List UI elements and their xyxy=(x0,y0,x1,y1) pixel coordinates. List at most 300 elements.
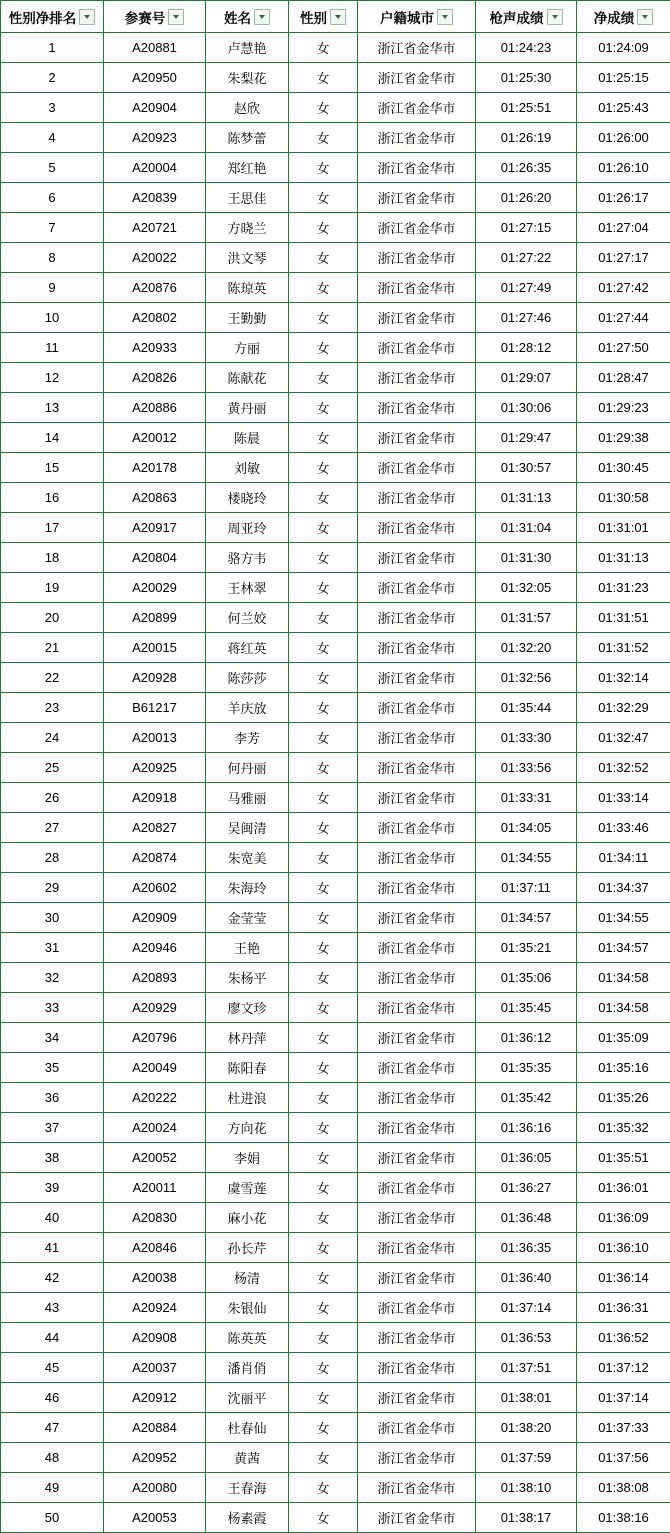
table-cell: A20804 xyxy=(104,543,206,573)
table-cell: 3 xyxy=(1,93,104,123)
table-cell: 刘敏 xyxy=(206,453,289,483)
table-cell: 37 xyxy=(1,1113,104,1143)
table-cell: 女 xyxy=(289,753,358,783)
table-cell: 01:37:59 xyxy=(476,1443,577,1473)
table-cell: 女 xyxy=(289,273,358,303)
table-cell: A20846 xyxy=(104,1233,206,1263)
table-cell: 27 xyxy=(1,813,104,843)
table-cell: 47 xyxy=(1,1413,104,1443)
table-cell: 浙江省金华市 xyxy=(358,1323,476,1353)
table-cell: 01:34:37 xyxy=(577,873,670,903)
table-cell: A20918 xyxy=(104,783,206,813)
table-cell: 01:25:43 xyxy=(577,93,670,123)
table-cell: A20933 xyxy=(104,333,206,363)
table-cell: 01:26:35 xyxy=(476,153,577,183)
table-cell: 浙江省金华市 xyxy=(358,363,476,393)
table-cell: 01:32:14 xyxy=(577,663,670,693)
table-cell: A20904 xyxy=(104,93,206,123)
table-cell: B61217 xyxy=(104,693,206,723)
column-header-label: 性别净排名 xyxy=(9,7,77,27)
table-cell: 女 xyxy=(289,573,358,603)
table-cell: 01:29:07 xyxy=(476,363,577,393)
table-cell: 01:38:08 xyxy=(577,1473,670,1503)
table-cell: 女 xyxy=(289,153,358,183)
column-header-label: 枪声成绩 xyxy=(490,7,544,27)
table-cell: 01:33:56 xyxy=(476,753,577,783)
table-cell: A20052 xyxy=(104,1143,206,1173)
table-cell: 13 xyxy=(1,393,104,423)
table-cell: 32 xyxy=(1,963,104,993)
table-cell: 朱梨花 xyxy=(206,63,289,93)
filter-dropdown-icon[interactable] xyxy=(547,9,563,25)
table-cell: 01:31:13 xyxy=(577,543,670,573)
table-cell: 01:34:57 xyxy=(476,903,577,933)
table-cell: 01:36:09 xyxy=(577,1203,670,1233)
table-cell: A20011 xyxy=(104,1173,206,1203)
table-cell: 01:31:52 xyxy=(577,633,670,663)
table-row xyxy=(1,213,670,243)
table-cell: 01:36:27 xyxy=(476,1173,577,1203)
table-cell: 01:32:52 xyxy=(577,753,670,783)
table-cell: 01:33:31 xyxy=(476,783,577,813)
table-cell: 01:37:56 xyxy=(577,1443,670,1473)
table-cell: 48 xyxy=(1,1443,104,1473)
table-cell: 01:37:12 xyxy=(577,1353,670,1383)
table-row xyxy=(1,1053,670,1083)
table-row xyxy=(1,1113,670,1143)
table-cell: 女 xyxy=(289,1413,358,1443)
table-cell: 李芳 xyxy=(206,723,289,753)
filter-dropdown-icon[interactable] xyxy=(168,9,184,25)
table-cell: A20080 xyxy=(104,1473,206,1503)
table-cell: 01:26:20 xyxy=(476,183,577,213)
filter-dropdown-icon[interactable] xyxy=(254,9,270,25)
table-cell: 浙江省金华市 xyxy=(358,963,476,993)
table-cell: A20874 xyxy=(104,843,206,873)
table-body xyxy=(1,33,670,1533)
table-cell: 浙江省金华市 xyxy=(358,123,476,153)
table-row xyxy=(1,303,670,333)
table-cell: 01:27:50 xyxy=(577,333,670,363)
table-cell: A20022 xyxy=(104,243,206,273)
table-cell: 9 xyxy=(1,273,104,303)
table-row xyxy=(1,1143,670,1173)
table-row xyxy=(1,1083,670,1113)
table-cell: 朱银仙 xyxy=(206,1293,289,1323)
table-cell: 01:29:47 xyxy=(476,423,577,453)
table-cell: A20924 xyxy=(104,1293,206,1323)
table-cell: 浙江省金华市 xyxy=(358,1173,476,1203)
table-cell: 女 xyxy=(289,513,358,543)
table-cell: 浙江省金华市 xyxy=(358,603,476,633)
table-cell: A20038 xyxy=(104,1263,206,1293)
table-row xyxy=(1,1203,670,1233)
table-cell: 01:35:21 xyxy=(476,933,577,963)
table-cell: 36 xyxy=(1,1083,104,1113)
column-header-3 xyxy=(289,1,358,33)
table-cell: 女 xyxy=(289,123,358,153)
table-cell: 8 xyxy=(1,243,104,273)
table-cell: 24 xyxy=(1,723,104,753)
table-cell: 50 xyxy=(1,1503,104,1533)
table-cell: A20929 xyxy=(104,993,206,1023)
table-cell: 01:36:12 xyxy=(476,1023,577,1053)
table-cell: 浙江省金华市 xyxy=(358,93,476,123)
column-header-label: 参赛号 xyxy=(125,7,166,27)
table-cell: 01:38:17 xyxy=(476,1503,577,1533)
table-row xyxy=(1,663,670,693)
table-cell: 01:25:51 xyxy=(476,93,577,123)
filter-dropdown-icon[interactable] xyxy=(437,9,453,25)
table-row xyxy=(1,423,670,453)
table-row xyxy=(1,1233,670,1263)
table-row xyxy=(1,393,670,423)
table-cell: 浙江省金华市 xyxy=(358,1443,476,1473)
table-cell: 01:36:16 xyxy=(476,1113,577,1143)
table-cell: 朱海玲 xyxy=(206,873,289,903)
table-cell: 01:24:09 xyxy=(577,33,670,63)
table-cell: 14 xyxy=(1,423,104,453)
column-header-1 xyxy=(104,1,206,33)
column-header-label: 净成绩 xyxy=(594,7,635,27)
table-cell: 朱宽美 xyxy=(206,843,289,873)
table-cell: 女 xyxy=(289,33,358,63)
table-cell: 女 xyxy=(289,603,358,633)
table-cell: 浙江省金华市 xyxy=(358,1083,476,1113)
table-cell: 蒋红英 xyxy=(206,633,289,663)
table-cell: 01:27:49 xyxy=(476,273,577,303)
table-cell: 杜春仙 xyxy=(206,1413,289,1443)
table-cell: A20013 xyxy=(104,723,206,753)
table-cell: 浙江省金华市 xyxy=(358,483,476,513)
table-cell: A20952 xyxy=(104,1443,206,1473)
table-cell: 01:37:11 xyxy=(476,873,577,903)
table-cell: 女 xyxy=(289,393,358,423)
filter-dropdown-icon[interactable] xyxy=(637,9,653,25)
table-cell: 浙江省金华市 xyxy=(358,933,476,963)
table-cell: 01:27:17 xyxy=(577,243,670,273)
table-cell: 廖文珍 xyxy=(206,993,289,1023)
table-row xyxy=(1,153,670,183)
table-cell: 何丹丽 xyxy=(206,753,289,783)
table-cell: 01:31:30 xyxy=(476,543,577,573)
table-cell: A20012 xyxy=(104,423,206,453)
table-cell: 01:27:46 xyxy=(476,303,577,333)
table-cell: A20908 xyxy=(104,1323,206,1353)
table-cell: 01:34:11 xyxy=(577,843,670,873)
table-cell: 杜进浪 xyxy=(206,1083,289,1113)
table-cell: 01:32:56 xyxy=(476,663,577,693)
column-header-0 xyxy=(1,1,104,33)
table-cell: 林丹萍 xyxy=(206,1023,289,1053)
table-cell: 女 xyxy=(289,933,358,963)
table-row xyxy=(1,1443,670,1473)
table-cell: 01:38:10 xyxy=(476,1473,577,1503)
table-cell: A20946 xyxy=(104,933,206,963)
table-cell: 卢慧艳 xyxy=(206,33,289,63)
table-cell: 21 xyxy=(1,633,104,663)
column-header-label: 户籍城市 xyxy=(380,7,434,27)
table-cell: 方晓兰 xyxy=(206,213,289,243)
column-header-6 xyxy=(577,1,670,33)
table-cell: 王思佳 xyxy=(206,183,289,213)
table-cell: 方向花 xyxy=(206,1113,289,1143)
table-row xyxy=(1,63,670,93)
table-cell: A20923 xyxy=(104,123,206,153)
table-cell: A20015 xyxy=(104,633,206,663)
table-row xyxy=(1,603,670,633)
table-cell: 浙江省金华市 xyxy=(358,783,476,813)
table-cell: A20826 xyxy=(104,363,206,393)
table-cell: 女 xyxy=(289,1473,358,1503)
filter-dropdown-icon[interactable] xyxy=(79,9,95,25)
table-cell: 42 xyxy=(1,1263,104,1293)
table-cell: 28 xyxy=(1,843,104,873)
table-cell: 女 xyxy=(289,1113,358,1143)
table-cell: A20029 xyxy=(104,573,206,603)
table-cell: 39 xyxy=(1,1173,104,1203)
table-row xyxy=(1,93,670,123)
table-cell: 浙江省金华市 xyxy=(358,993,476,1023)
table-cell: 何兰姣 xyxy=(206,603,289,633)
table-cell: 陈琼英 xyxy=(206,273,289,303)
column-header-label: 性别 xyxy=(300,7,327,27)
table-cell: 01:34:55 xyxy=(577,903,670,933)
table-cell: 45 xyxy=(1,1353,104,1383)
table-cell: A20802 xyxy=(104,303,206,333)
table-cell: 麻小花 xyxy=(206,1203,289,1233)
table-cell: A20602 xyxy=(104,873,206,903)
table-cell: 23 xyxy=(1,693,104,723)
table-cell: 女 xyxy=(289,1083,358,1113)
table-cell: 女 xyxy=(289,1353,358,1383)
table-cell: 女 xyxy=(289,633,358,663)
table-cell: 王林翠 xyxy=(206,573,289,603)
table-cell: 女 xyxy=(289,423,358,453)
table-cell: 01:35:42 xyxy=(476,1083,577,1113)
table-cell: 女 xyxy=(289,723,358,753)
table-cell: 浙江省金华市 xyxy=(358,573,476,603)
table-cell: 01:36:52 xyxy=(577,1323,670,1353)
table-cell: 01:38:01 xyxy=(476,1383,577,1413)
table-cell: 2 xyxy=(1,63,104,93)
table-cell: 01:24:23 xyxy=(476,33,577,63)
table-row xyxy=(1,1023,670,1053)
table-cell: 5 xyxy=(1,153,104,183)
table-cell: A20024 xyxy=(104,1113,206,1143)
table-cell: 01:34:58 xyxy=(577,963,670,993)
table-cell: 王春海 xyxy=(206,1473,289,1503)
column-header-label: 姓名 xyxy=(224,7,251,27)
table-cell: 44 xyxy=(1,1323,104,1353)
table-cell: 陈晨 xyxy=(206,423,289,453)
table-cell: 49 xyxy=(1,1473,104,1503)
table-cell: 01:31:04 xyxy=(476,513,577,543)
table-cell: 7 xyxy=(1,213,104,243)
table-cell: 16 xyxy=(1,483,104,513)
table-cell: 17 xyxy=(1,513,104,543)
table-cell: 浙江省金华市 xyxy=(358,33,476,63)
table-cell: 潘肖俏 xyxy=(206,1353,289,1383)
table-row xyxy=(1,1173,670,1203)
table-cell: 女 xyxy=(289,63,358,93)
table-cell: 12 xyxy=(1,363,104,393)
table-cell: 女 xyxy=(289,1383,358,1413)
table-cell: 浙江省金华市 xyxy=(358,843,476,873)
table-cell: 女 xyxy=(289,93,358,123)
table-cell: 40 xyxy=(1,1203,104,1233)
table-row xyxy=(1,1263,670,1293)
table-cell: 30 xyxy=(1,903,104,933)
table-cell: 浙江省金华市 xyxy=(358,693,476,723)
table-cell: 01:31:57 xyxy=(476,603,577,633)
table-cell: A20796 xyxy=(104,1023,206,1053)
table-row xyxy=(1,183,670,213)
table-cell: 女 xyxy=(289,663,358,693)
table-cell: 01:34:58 xyxy=(577,993,670,1023)
table-cell: 女 xyxy=(289,1173,358,1203)
table-cell: 浙江省金华市 xyxy=(358,663,476,693)
table-cell: 楼晓玲 xyxy=(206,483,289,513)
table-row xyxy=(1,33,670,63)
table-cell: 羊庆放 xyxy=(206,693,289,723)
table-cell: A20037 xyxy=(104,1353,206,1383)
table-cell: 33 xyxy=(1,993,104,1023)
table-cell: 01:35:45 xyxy=(476,993,577,1023)
table-cell: 浙江省金华市 xyxy=(358,1203,476,1233)
table-cell: 浙江省金华市 xyxy=(358,1353,476,1383)
table-cell: 01:31:51 xyxy=(577,603,670,633)
table-row xyxy=(1,573,670,603)
table-cell: 女 xyxy=(289,903,358,933)
table-cell: 01:38:20 xyxy=(476,1413,577,1443)
table-cell: 金莹莹 xyxy=(206,903,289,933)
table-cell: 01:36:53 xyxy=(476,1323,577,1353)
table-cell: A20222 xyxy=(104,1083,206,1113)
table-cell: 女 xyxy=(289,1203,358,1233)
table-cell: 46 xyxy=(1,1383,104,1413)
table-cell: 女 xyxy=(289,1233,358,1263)
table-cell: 18 xyxy=(1,543,104,573)
table-cell: 01:31:23 xyxy=(577,573,670,603)
table-cell: 女 xyxy=(289,873,358,903)
table-cell: 浙江省金华市 xyxy=(358,1473,476,1503)
table-row xyxy=(1,483,670,513)
column-header-4 xyxy=(358,1,476,33)
table-row xyxy=(1,1413,670,1443)
table-cell: 01:25:15 xyxy=(577,63,670,93)
table-cell: 浙江省金华市 xyxy=(358,873,476,903)
table-cell: 黄茜 xyxy=(206,1443,289,1473)
table-cell: 女 xyxy=(289,1053,358,1083)
table-row xyxy=(1,903,670,933)
table-row xyxy=(1,693,670,723)
table-cell: 浙江省金华市 xyxy=(358,1503,476,1533)
table-cell: 浙江省金华市 xyxy=(358,213,476,243)
table-cell: 01:35:09 xyxy=(577,1023,670,1053)
table-cell: 01:35:51 xyxy=(577,1143,670,1173)
table-cell: 女 xyxy=(289,693,358,723)
table-cell: 01:31:01 xyxy=(577,513,670,543)
filter-dropdown-icon[interactable] xyxy=(330,9,346,25)
table-row xyxy=(1,1473,670,1503)
table-cell: 浙江省金华市 xyxy=(358,1383,476,1413)
table-cell: 女 xyxy=(289,453,358,483)
table-cell: 01:30:57 xyxy=(476,453,577,483)
table-cell: 22 xyxy=(1,663,104,693)
table-cell: 虞雪莲 xyxy=(206,1173,289,1203)
table-cell: 01:35:44 xyxy=(476,693,577,723)
table-row xyxy=(1,633,670,663)
table-cell: A20893 xyxy=(104,963,206,993)
table-row xyxy=(1,933,670,963)
table-cell: 01:36:01 xyxy=(577,1173,670,1203)
table-cell: A20178 xyxy=(104,453,206,483)
table-row xyxy=(1,363,670,393)
table-cell: 女 xyxy=(289,1143,358,1173)
table-cell: 沈丽平 xyxy=(206,1383,289,1413)
table-cell: 方丽 xyxy=(206,333,289,363)
table-cell: 31 xyxy=(1,933,104,963)
table-cell: 01:32:47 xyxy=(577,723,670,753)
table-cell: 李娟 xyxy=(206,1143,289,1173)
table-row xyxy=(1,843,670,873)
table-cell: 陈阳春 xyxy=(206,1053,289,1083)
table-cell: 浙江省金华市 xyxy=(358,333,476,363)
table-cell: 41 xyxy=(1,1233,104,1263)
table-cell: 浙江省金华市 xyxy=(358,183,476,213)
table-cell: 10 xyxy=(1,303,104,333)
table-cell: 浙江省金华市 xyxy=(358,903,476,933)
table-cell: 01:36:10 xyxy=(577,1233,670,1263)
table-cell: A20863 xyxy=(104,483,206,513)
table-cell: 01:33:46 xyxy=(577,813,670,843)
table-cell: 浙江省金华市 xyxy=(358,753,476,783)
table-cell: 陈梦蕾 xyxy=(206,123,289,153)
table-cell: 01:29:38 xyxy=(577,423,670,453)
table-cell: 浙江省金华市 xyxy=(358,423,476,453)
table-cell: 女 xyxy=(289,543,358,573)
table-cell: A20830 xyxy=(104,1203,206,1233)
table-row xyxy=(1,543,670,573)
table-header xyxy=(1,1,670,33)
table-cell: 01:27:04 xyxy=(577,213,670,243)
table-row xyxy=(1,513,670,543)
table-cell: 01:27:22 xyxy=(476,243,577,273)
table-cell: A20827 xyxy=(104,813,206,843)
table-cell: 女 xyxy=(289,483,358,513)
table-cell: 01:27:44 xyxy=(577,303,670,333)
table-cell: 19 xyxy=(1,573,104,603)
column-header-5 xyxy=(476,1,577,33)
table-cell: 浙江省金华市 xyxy=(358,273,476,303)
table-cell: 王艳 xyxy=(206,933,289,963)
table-cell: 01:32:20 xyxy=(476,633,577,663)
table-cell: 01:27:15 xyxy=(476,213,577,243)
table-cell: 01:37:51 xyxy=(476,1353,577,1383)
table-cell: 01:33:30 xyxy=(476,723,577,753)
table-cell: 01:36:40 xyxy=(476,1263,577,1293)
table-cell: 浙江省金华市 xyxy=(358,1293,476,1323)
table-cell: 女 xyxy=(289,213,358,243)
table-row xyxy=(1,453,670,483)
table-cell: 01:30:45 xyxy=(577,453,670,483)
table-cell: 浙江省金华市 xyxy=(358,1233,476,1263)
table-cell: 孙长芹 xyxy=(206,1233,289,1263)
table-cell: 浙江省金华市 xyxy=(358,1263,476,1293)
table-cell: 25 xyxy=(1,753,104,783)
table-cell: A20053 xyxy=(104,1503,206,1533)
